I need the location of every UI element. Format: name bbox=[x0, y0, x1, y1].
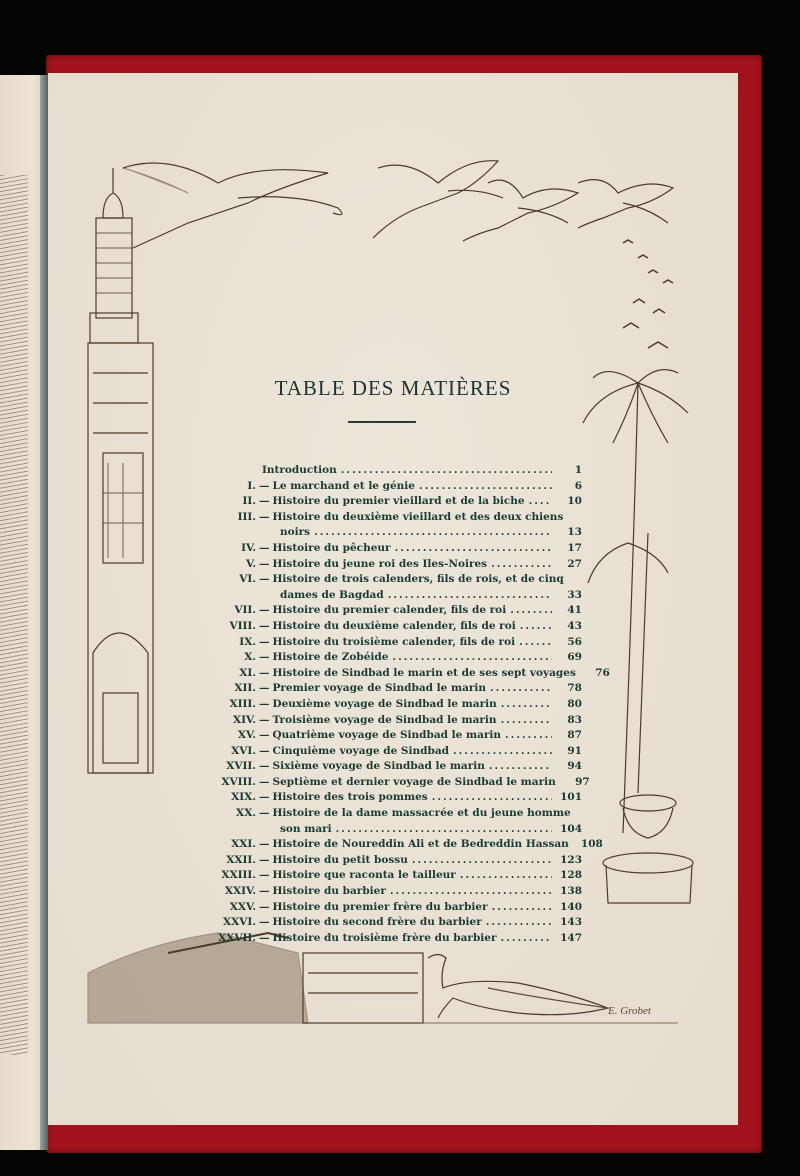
page-number: 104 bbox=[560, 822, 582, 835]
em-dash: — bbox=[259, 916, 270, 929]
page-number: 10 bbox=[567, 495, 582, 508]
chapter-title: Histoire du premier frère du barbier bbox=[272, 900, 488, 913]
page-number: 56 bbox=[567, 635, 582, 648]
chapter-number: XXVII. bbox=[218, 931, 256, 944]
page-number: 17 bbox=[567, 541, 582, 554]
em-dash: — bbox=[259, 760, 270, 773]
leader-dots bbox=[492, 900, 552, 916]
chapter-title: Quatrième voyage de Sindbad le marin bbox=[272, 729, 502, 742]
leader-dots bbox=[314, 525, 552, 541]
chapter-title: Histoire du petit bossu bbox=[272, 853, 408, 866]
leader-dots bbox=[529, 494, 552, 510]
toc-entry[interactable] bbox=[196, 775, 590, 791]
page-number: 108 bbox=[580, 838, 603, 851]
leader-dots bbox=[336, 822, 552, 838]
leader-dots bbox=[486, 915, 552, 931]
toc-entry[interactable] bbox=[196, 822, 582, 838]
page-number: 1 bbox=[574, 464, 582, 476]
toc-entry[interactable] bbox=[196, 868, 582, 884]
page-number: 80 bbox=[567, 697, 582, 710]
chapter-number: XVII. bbox=[226, 760, 256, 773]
chapter-title: Septième et dernier voyage de Sindbad le marin bbox=[272, 775, 556, 788]
em-dash: — bbox=[259, 869, 270, 882]
em-dash: — bbox=[259, 900, 270, 913]
chapter-title: Histoire du premier calender, fils de roi bbox=[272, 604, 507, 617]
title-divider bbox=[348, 421, 416, 423]
leader-dots bbox=[432, 790, 552, 806]
page-number: 87 bbox=[567, 729, 582, 742]
leader-dots bbox=[501, 713, 552, 729]
em-dash: — bbox=[259, 604, 270, 617]
chapter-number: XXI. bbox=[231, 838, 256, 851]
chapter-title: son mari bbox=[280, 822, 332, 835]
em-dash: — bbox=[259, 479, 270, 492]
chapter-number: XIX. bbox=[231, 791, 256, 804]
flamingo-icon bbox=[463, 180, 578, 241]
minaret-icon bbox=[88, 168, 153, 773]
toc-entry[interactable] bbox=[196, 510, 582, 526]
chapter-number: XVIII. bbox=[221, 775, 256, 788]
chapter-number: XIV. bbox=[232, 713, 256, 726]
chapter-title: Histoire du second frère du barbier bbox=[272, 916, 482, 929]
leader-dots bbox=[419, 479, 552, 495]
flamingo-icon bbox=[123, 163, 342, 248]
chapter-title: Histoire du premier vieillard et de la biche bbox=[272, 495, 525, 508]
page-number: 41 bbox=[567, 604, 582, 617]
page-number: 97 bbox=[575, 775, 590, 788]
left-page-engraving bbox=[0, 175, 28, 1055]
page-number: 140 bbox=[560, 900, 582, 913]
chapter-number: XI. bbox=[239, 666, 256, 679]
chapter-title: Le marchand et le génie bbox=[272, 479, 415, 492]
chapter-title: Histoire du troisième frère du barbier bbox=[272, 931, 497, 944]
chapter-number: XXVI. bbox=[222, 916, 256, 929]
toc-entry[interactable] bbox=[196, 853, 582, 869]
page-title: TABLE DES MATIÈRES bbox=[274, 376, 512, 400]
book-gutter bbox=[40, 75, 48, 1150]
page-number: 147 bbox=[560, 931, 582, 944]
artist-signature: E. Grobet bbox=[608, 1005, 651, 1017]
leader-dots bbox=[489, 759, 552, 775]
leader-dots bbox=[412, 853, 552, 869]
leader-dots bbox=[510, 603, 552, 619]
page-number: 143 bbox=[560, 916, 582, 929]
em-dash: — bbox=[259, 557, 270, 570]
peacock-icon bbox=[428, 955, 608, 1019]
chapter-title: Histoire du troisième calender, fils de roi bbox=[272, 635, 516, 648]
em-dash: — bbox=[259, 775, 270, 788]
leader-dots bbox=[395, 541, 552, 557]
chapter-number: VIII. bbox=[229, 619, 256, 632]
em-dash: — bbox=[259, 885, 270, 898]
chapter-title: Histoire de la dame massacrée et du jeune homme bbox=[272, 807, 571, 820]
chapter-title: Histoire que raconta le tailleur bbox=[272, 869, 456, 882]
chapter-number: XIII. bbox=[229, 697, 256, 710]
toc-entry[interactable] bbox=[196, 572, 582, 588]
leader-dots bbox=[491, 557, 552, 573]
toc-entry[interactable] bbox=[196, 759, 582, 775]
page-number: 83 bbox=[567, 713, 582, 726]
em-dash: — bbox=[259, 807, 270, 820]
chapter-number: III. bbox=[237, 510, 256, 523]
chapter-number: XX. bbox=[236, 807, 256, 820]
palm-tree-icon bbox=[583, 370, 688, 833]
table-of-contents bbox=[196, 463, 610, 946]
chapter-title: noirs bbox=[280, 526, 311, 539]
leader-dots bbox=[453, 744, 552, 760]
chapter-title: Histoire du deuxième vieillard et des deux chiens bbox=[272, 510, 564, 523]
chapter-number: XVI. bbox=[231, 744, 256, 757]
toc-entry[interactable] bbox=[196, 806, 582, 822]
toc-entry[interactable] bbox=[196, 915, 582, 931]
chapter-title: Histoire du barbier bbox=[272, 885, 386, 898]
em-dash: — bbox=[259, 635, 270, 648]
chapter-title: Histoire du pêcheur bbox=[272, 541, 391, 554]
em-dash: — bbox=[259, 651, 270, 664]
leader-dots bbox=[519, 635, 552, 651]
leader-dots bbox=[388, 588, 552, 604]
chapter-number: IX. bbox=[239, 635, 256, 648]
page-number: 33 bbox=[567, 588, 582, 601]
chapter-number: VI. bbox=[239, 573, 256, 586]
em-dash: — bbox=[259, 713, 270, 726]
chapter-title: Histoire des trois pommes bbox=[272, 791, 428, 804]
chapter-number: V. bbox=[246, 557, 256, 570]
em-dash: — bbox=[259, 744, 270, 757]
chapter-number: IV. bbox=[241, 541, 256, 554]
leader-dots bbox=[341, 463, 552, 479]
page-number: 128 bbox=[560, 869, 582, 882]
page-number: 78 bbox=[567, 682, 582, 695]
toc-entry[interactable] bbox=[196, 697, 582, 713]
leader-dots bbox=[505, 728, 552, 744]
chapter-number: XXIII. bbox=[221, 869, 256, 882]
page-number: 94 bbox=[567, 760, 582, 773]
page-number: 69 bbox=[567, 651, 582, 664]
chapter-title: Histoire du deuxième calender, fils de roi bbox=[272, 619, 516, 632]
em-dash: — bbox=[259, 838, 270, 851]
chapter-title: Cinquième voyage de Sindbad bbox=[272, 744, 449, 757]
fountain-icon bbox=[603, 533, 693, 903]
chapter-title: Deuxième voyage de Sindbad le marin bbox=[272, 697, 497, 710]
toc-entry[interactable] bbox=[196, 790, 582, 806]
chapter-number: VII. bbox=[234, 604, 256, 617]
carpet-chest-icon bbox=[88, 933, 423, 1023]
leader-dots bbox=[520, 619, 552, 635]
em-dash: — bbox=[259, 666, 270, 679]
chapter-number: XII. bbox=[234, 682, 256, 695]
page-number: 43 bbox=[567, 619, 582, 632]
chapter-title: Histoire de Sindbad le marin et de ses sept voyages bbox=[272, 666, 576, 679]
chapter-number: X. bbox=[244, 651, 256, 664]
page-number: 13 bbox=[567, 526, 582, 539]
toc-entry[interactable] bbox=[196, 931, 582, 947]
chapter-title: Troisième voyage de Sindbad le marin bbox=[272, 713, 497, 726]
em-dash: — bbox=[259, 495, 270, 508]
flamingo-icon bbox=[578, 180, 673, 228]
chapter-title: Introduction bbox=[262, 464, 337, 476]
leader-dots bbox=[501, 931, 552, 947]
page-number: 27 bbox=[567, 557, 582, 570]
toc-entry[interactable] bbox=[196, 681, 582, 697]
page-number: 101 bbox=[560, 791, 582, 804]
toc-entry[interactable] bbox=[196, 557, 582, 573]
page-number: 123 bbox=[560, 853, 582, 866]
chapter-number: XV. bbox=[237, 729, 256, 742]
page-number: 91 bbox=[567, 744, 582, 757]
page-number: 76 bbox=[595, 666, 610, 679]
em-dash: — bbox=[259, 853, 270, 866]
chapter-title: Histoire de Noureddin Ali et de Bedreddin Hassan bbox=[272, 838, 569, 851]
em-dash: — bbox=[259, 573, 270, 586]
em-dash: — bbox=[259, 510, 270, 523]
em-dash: — bbox=[259, 729, 270, 742]
toc-entry[interactable] bbox=[196, 588, 582, 604]
toc-entry[interactable] bbox=[196, 884, 582, 900]
toc-entry[interactable] bbox=[196, 603, 582, 619]
toc-entry[interactable] bbox=[196, 494, 582, 510]
chapter-number: XXV. bbox=[229, 900, 256, 913]
chapter-title: dames de Bagdad bbox=[280, 588, 384, 601]
toc-entry[interactable] bbox=[196, 728, 582, 744]
leader-dots bbox=[460, 868, 552, 884]
toc-entry[interactable] bbox=[196, 666, 610, 682]
em-dash: — bbox=[259, 682, 270, 695]
em-dash: — bbox=[259, 541, 270, 554]
toc-entry[interactable] bbox=[196, 744, 582, 760]
flamingo-icon bbox=[373, 161, 503, 238]
chapter-title: Histoire du jeune roi des Iles-Noires bbox=[272, 557, 488, 570]
toc-entry[interactable] bbox=[196, 650, 582, 666]
toc-entry[interactable] bbox=[196, 541, 582, 557]
leader-dots bbox=[490, 681, 552, 697]
chapter-number: XXIV. bbox=[224, 885, 256, 898]
page-number: 6 bbox=[574, 479, 582, 492]
leader-dots bbox=[390, 884, 552, 900]
chapter-number: XXII. bbox=[226, 853, 256, 866]
book-page bbox=[48, 73, 738, 1125]
chapter-title: Sixième voyage de Sindbad le marin bbox=[272, 760, 485, 773]
toc-entry[interactable] bbox=[196, 479, 582, 495]
em-dash: — bbox=[259, 619, 270, 632]
chapter-title: Premier voyage de Sindbad le marin bbox=[272, 682, 487, 695]
chapter-title: Histoire de trois calenders, fils de rois, et de cinq bbox=[272, 573, 564, 586]
toc-entry[interactable] bbox=[196, 635, 582, 651]
em-dash: — bbox=[259, 931, 270, 944]
toc-entry[interactable] bbox=[196, 463, 582, 479]
chapter-title: Histoire de Zobéide bbox=[272, 651, 389, 664]
chapter-number: I. bbox=[247, 479, 256, 492]
em-dash: — bbox=[259, 697, 270, 710]
leader-dots bbox=[501, 697, 552, 713]
leader-dots bbox=[392, 650, 552, 666]
toc-entry[interactable] bbox=[196, 619, 582, 635]
toc-entry[interactable] bbox=[196, 713, 582, 729]
toc-entry[interactable] bbox=[196, 525, 582, 541]
toc-entry[interactable] bbox=[196, 837, 603, 853]
toc-entry[interactable] bbox=[196, 900, 582, 916]
em-dash: — bbox=[259, 791, 270, 804]
chapter-number: II. bbox=[242, 495, 256, 508]
page-number: 138 bbox=[560, 885, 582, 898]
